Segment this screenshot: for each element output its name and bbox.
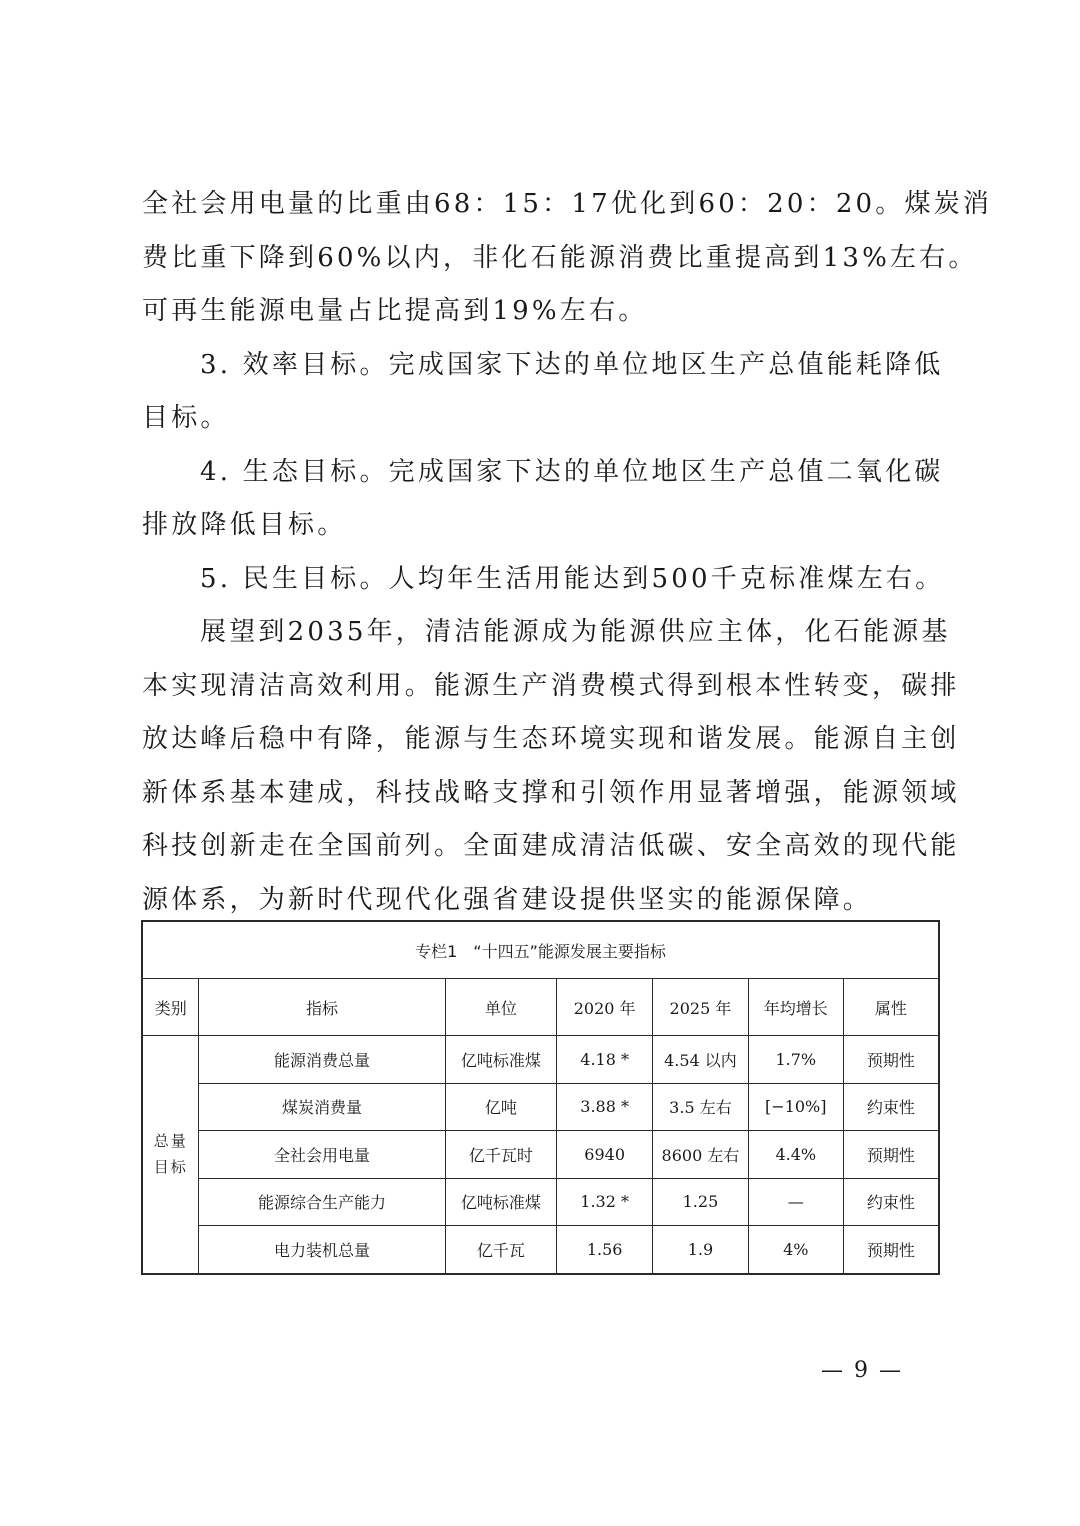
table-row (142, 1083, 939, 1131)
unit-cell: 亿吨标准煤 (445, 1036, 557, 1084)
table-caption-row (142, 921, 939, 979)
header-attribute: 属性 (843, 979, 939, 1036)
page-number: — 9 — (821, 1358, 903, 1383)
indicator-cell: 全社会用电量 (199, 1131, 445, 1179)
text-line: 目标。 (142, 403, 230, 433)
value-2020-cell: 6940 (557, 1131, 653, 1179)
header-2020: 2020 年 (557, 979, 653, 1036)
value-2025-cell: 3.5 左右 (653, 1083, 749, 1131)
header-2025: 2025 年 (653, 979, 749, 1036)
header-growth: 年均增长 (748, 979, 843, 1036)
text-line: 排放降低目标。 (142, 510, 347, 540)
value-2020-cell: 4.18 * (557, 1036, 653, 1084)
attribute-cell: 预期性 (843, 1226, 939, 1274)
text-line: 5. 民生目标。人均年生活用能达到500千克标准煤左右。 (200, 563, 945, 594)
text-line: 本实现清洁高效利用。能源生产消费模式得到根本性转变，碳排 (142, 670, 960, 701)
indicator-cell: 煤炭消费量 (199, 1083, 445, 1131)
header-unit: 单位 (445, 979, 557, 1036)
body-text (142, 178, 993, 927)
text-line: 可再生能源电量占比提高到19%左右。 (142, 296, 648, 326)
table-row (142, 1226, 939, 1274)
text-line: 源体系，为新时代现代化强省建设提供坚实的能源保障。 (142, 884, 873, 915)
table-caption: 专栏1 “十四五”能源发展主要指标 (142, 921, 939, 979)
value-2020-cell: 1.32 * (557, 1178, 653, 1226)
header-category: 类别 (142, 979, 199, 1036)
text-line: 3. 效率目标。完成国家下达的单位地区生产总值能耗降低 (200, 349, 944, 380)
text-line: 费比重下降到60%以内，非化石能源消费比重提高到13%左右。 (142, 242, 978, 273)
header-indicator: 指标 (199, 979, 445, 1036)
growth-cell: [−10%] (748, 1083, 843, 1131)
category-label: 总量目标 (153, 1132, 188, 1177)
energy-indicators-table (141, 920, 940, 1275)
attribute-cell: 约束性 (843, 1178, 939, 1226)
text-line: 展望到2035年，清洁能源成为能源供应主体，化石能源基 (200, 617, 951, 647)
text-line: 全社会用电量的比重由68：15：17优化到60：20：20。煤炭消 (142, 189, 993, 219)
category-cell (142, 1036, 199, 1274)
value-2020-cell: 3.88 * (557, 1083, 653, 1131)
value-2025-cell: 1.25 (653, 1178, 749, 1226)
text-line: 放达峰后稳中有降，能源与生态环境实现和谐发展。能源自主创 (142, 724, 960, 754)
growth-cell: 1.7% (748, 1036, 843, 1084)
text-line: 4. 生态目标。完成国家下达的单位地区生产总值二氧化碳 (200, 456, 944, 487)
table-row (142, 1036, 939, 1084)
attribute-cell: 约束性 (843, 1083, 939, 1131)
value-2025-cell: 4.54 以内 (653, 1036, 749, 1084)
text-line: 科技创新走在全国前列。全面建成清洁低碳、安全高效的现代能 (142, 831, 960, 861)
value-2020-cell: 1.56 (557, 1226, 653, 1274)
attribute-cell: 预期性 (843, 1131, 939, 1179)
attribute-cell: 预期性 (843, 1036, 939, 1084)
value-2025-cell: 1.9 (653, 1226, 749, 1274)
indicator-cell: 能源消费总量 (199, 1036, 445, 1084)
growth-cell: 4.4% (748, 1131, 843, 1179)
growth-cell: 4% (748, 1226, 843, 1274)
indicator-cell: 电力装机总量 (199, 1226, 445, 1274)
table-row (142, 1178, 939, 1226)
indicator-cell: 能源综合生产能力 (199, 1178, 445, 1226)
unit-cell: 亿吨标准煤 (445, 1178, 557, 1226)
value-2025-cell: 8600 左右 (653, 1131, 749, 1179)
unit-cell: 亿千瓦时 (445, 1131, 557, 1179)
table-header-row (142, 979, 939, 1036)
text-line: 新体系基本建成，科技战略支撑和引领作用显著增强，能源领域 (142, 777, 960, 808)
unit-cell: 亿吨 (445, 1083, 557, 1131)
table-row (142, 1131, 939, 1179)
growth-cell: — (748, 1178, 843, 1226)
unit-cell: 亿千瓦 (445, 1226, 557, 1274)
